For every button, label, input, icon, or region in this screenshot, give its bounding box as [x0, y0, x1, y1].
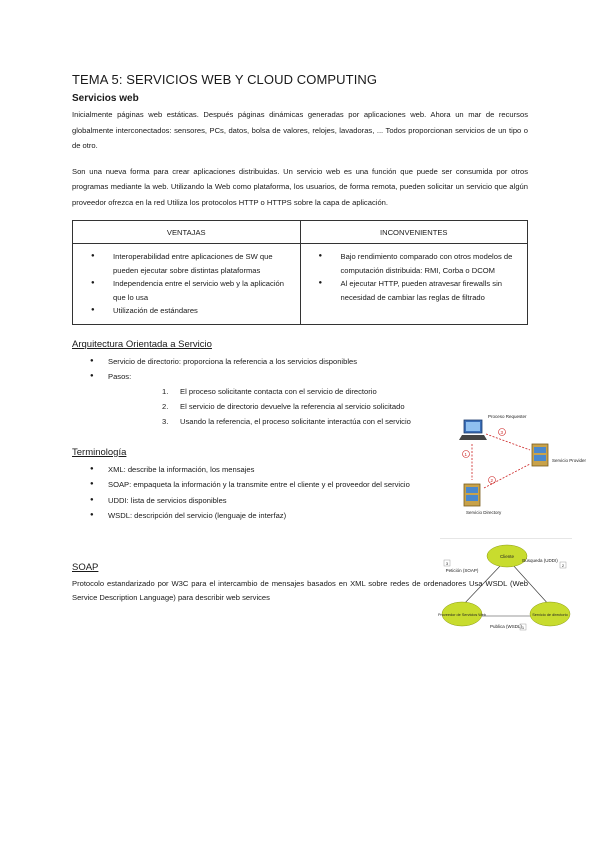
list-item: ● Utilización de estándares [113, 304, 292, 318]
section-heading-soap: SOAP [72, 561, 99, 573]
soa-steps [72, 385, 442, 429]
arrow-label-2: 2 [490, 478, 494, 483]
provider-label: Proveedor de Servicios Web [437, 613, 487, 617]
directory-label: Servicio Directory [466, 510, 502, 515]
list-item: ● Servicio de directorio: proporciona la referencia a los servicios disponibles [108, 354, 528, 370]
arrow-3 [486, 434, 530, 450]
search-label: Búsqueda (UDDI) [522, 558, 558, 563]
table-header-inconvenientes: INCONVENIENTES [300, 221, 528, 244]
list-item: ● SOAP: empaqueta la información y la transmite entre el cliente y el proveedor del servicio [108, 477, 468, 493]
list-item: ● Al ejecutar HTTP, pueden atravesar firewalls sin necesidad de cambiar las reglas de filtrado [341, 277, 520, 304]
step-num-3: 3 [445, 561, 449, 566]
petition-label: Petición (SOAP) [445, 568, 479, 573]
section-heading-terminology: Terminología [72, 446, 127, 458]
arrow-2 [484, 464, 530, 488]
page-title: TEMA 5: SERVICIOS WEB Y CLOUD COMPUTING [72, 72, 378, 87]
list-item: ● Bajo rendimiento comparado con otros modelos de computación distribuida: RMI, Corba o DCOM [341, 250, 520, 277]
list-item: ● Pasos: [108, 369, 528, 385]
ventajas-list [79, 250, 292, 318]
list-item: 2. El servicio de directorio devuelve la referencia al servicio solicitado [162, 401, 405, 411]
list-item: ● WSDL: descripción del servicio (lenguaje de interfaz) [108, 508, 468, 524]
paragraph-definition: Son una nueva forma para crear aplicaciones distribuidas. Un servicio web es una función que puede ser consumida por otros programas mediante la web. Utilizando la Web como plataforma, los usuarios, de forma remota, pueden solicitar un servicio que algún proveedor ofrezca en la red Utiliza los protocolos HTTP o HTTPS sobre la capa de aplicación. [72, 166, 528, 207]
step-num-2: 2 [561, 563, 565, 568]
paragraph-soap: Protocolo estandarizado por W3C para el intercambio de mensajes basados en XML sobre redes de ordenadores Usa WSDL (Web Service Description Language) para describir web services [72, 578, 528, 602]
directory-node-label: Servicio de directorio [532, 613, 568, 617]
client-label: Cliente [499, 554, 515, 559]
pros-cons-table [72, 220, 528, 325]
step-num-1: 1 [521, 625, 525, 630]
terminology-diagram [437, 540, 572, 640]
server-icon [532, 444, 548, 466]
requester-label: Proceso Requester [488, 414, 527, 419]
inconvenientes-list [307, 250, 520, 304]
terminology-list [72, 462, 468, 524]
list-item: ● XML: describe la información, los mensajes [108, 462, 468, 478]
divider [440, 538, 572, 539]
list-item: ● Independencia entre el servicio web y la aplicación que lo usa [113, 277, 292, 304]
computer-icon [459, 420, 487, 440]
paragraph-intro: Inicialmente páginas web estáticas. Después páginas dinámicas generadas por aplicaciones web. Ahora un mar de recursos globalmente interconectados: sensores, PCs, datos, bolsa de valores, relojes, lavadoras, ... Todos proporcionan servicios de un tipo o de otro. [72, 110, 528, 150]
section-heading-soa: Arquitectura Orientada a Servicio [72, 338, 212, 350]
soa-diagram [452, 404, 587, 526]
service-label: Servicio Provider [552, 458, 587, 463]
section-heading-web-services: Servicios web [72, 93, 139, 104]
soa-bullets [72, 354, 528, 385]
arrow-label-3: 3 [500, 430, 504, 435]
list-item: ● UDDI: lista de servicios disponibles [108, 493, 468, 509]
list-item: 3. Usando la referencia, el proceso solicitante interactúa con el servicio [162, 416, 411, 426]
list-item: ● Interoperabilidad entre aplicaciones de SW que pueden ejecutar sobre distintas plataformas [113, 250, 292, 277]
table-header-ventajas: VENTAJAS [73, 221, 301, 244]
list-item: 1. El proceso solicitante contacta con el servicio de directorio [162, 386, 377, 396]
edge-right [512, 564, 550, 606]
directory-server-icon [464, 484, 480, 506]
publish-label: Publica (WSDL) [489, 624, 523, 629]
arrow-label-1: 1 [464, 452, 468, 457]
